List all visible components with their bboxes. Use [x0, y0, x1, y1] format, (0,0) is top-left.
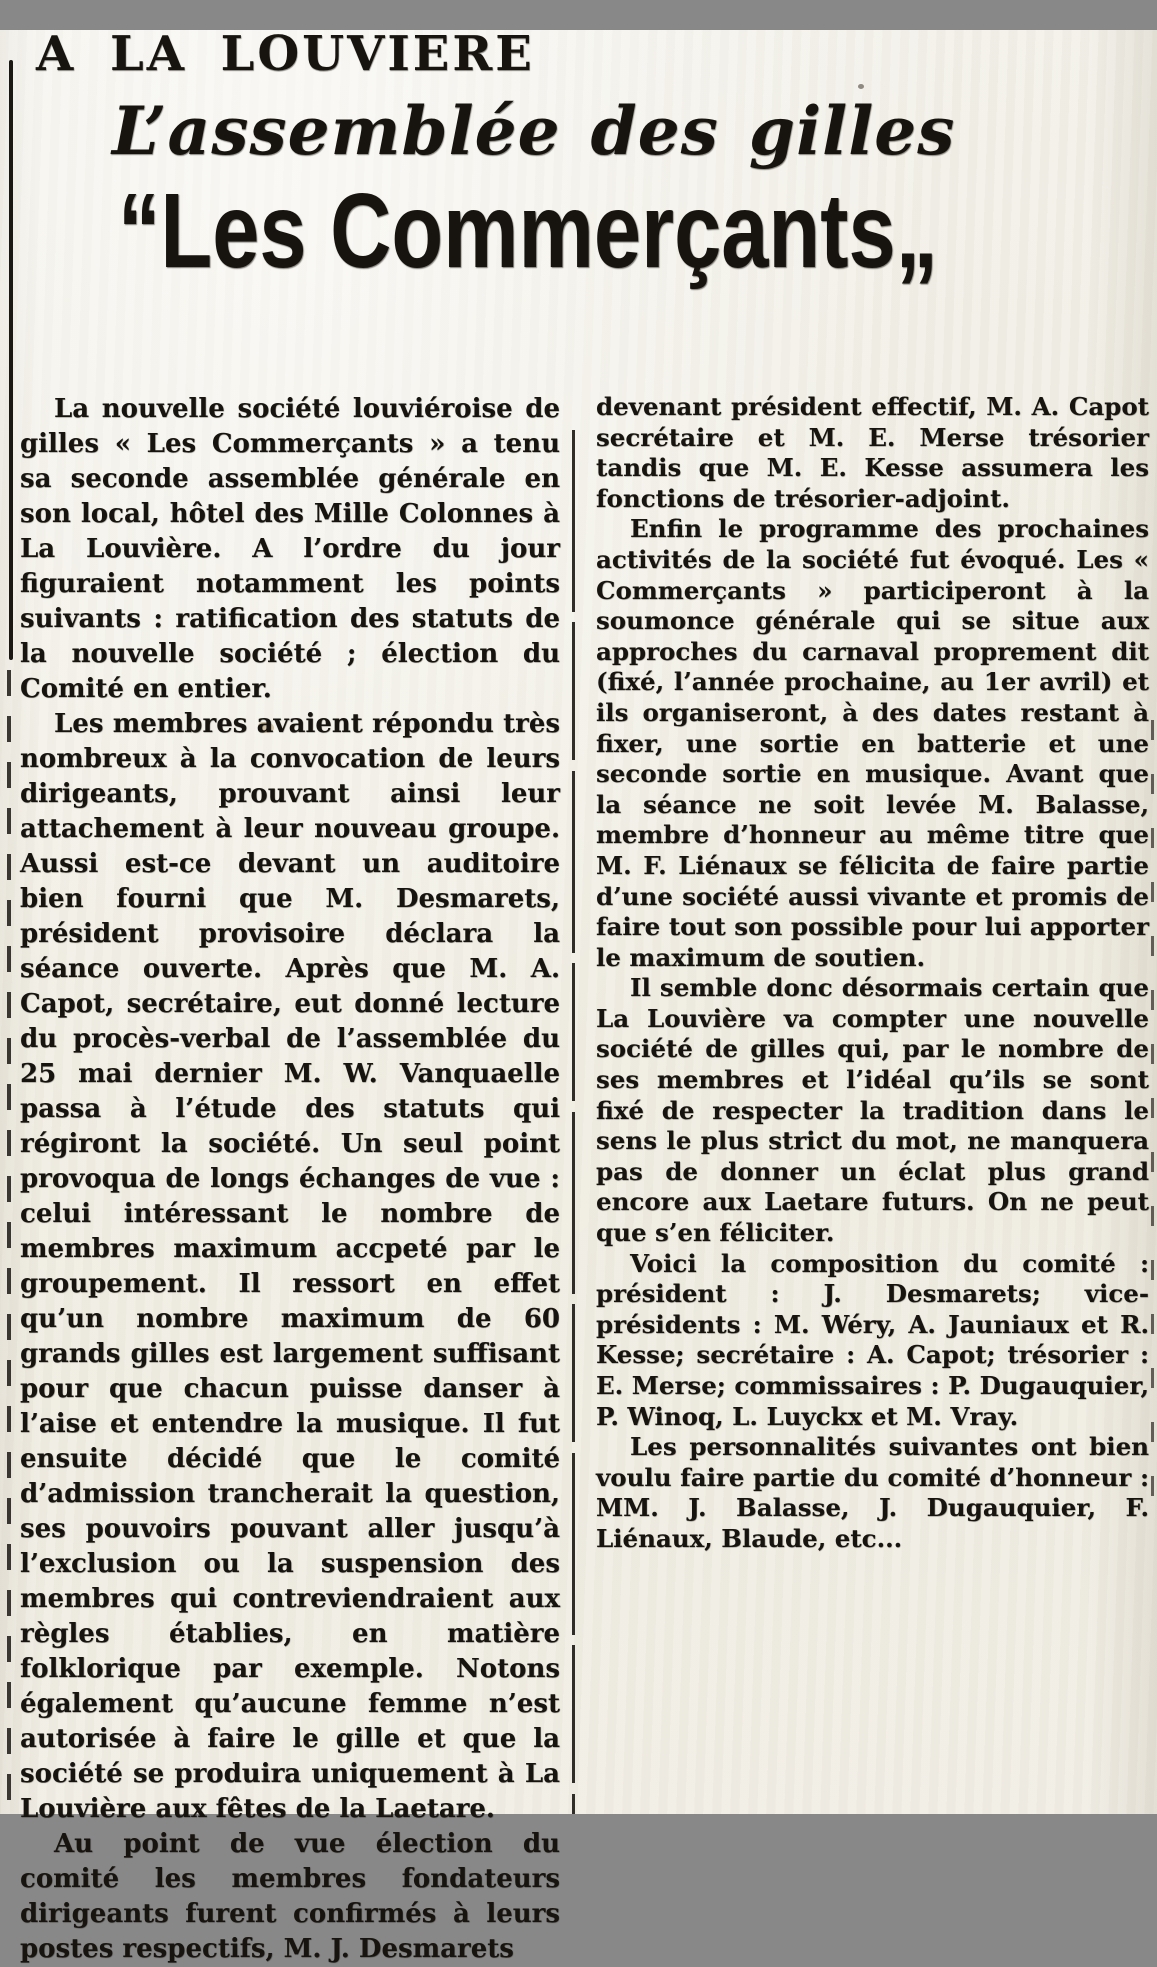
paragraph: Il semble donc désormais certain que La Louvière va compter une nouvelle société de gilles qui, par le nombre de ses membres et l’idéal qu’ils se sont fixé de respecter la tradition dans le sens le plus strict du mot, ne manquera pas de donner un éclat plus grand encore aux Laetare futurs. On ne peut que s’en féliciter.	[596, 973, 1149, 1248]
headline-subtitle: L’assemblée des gilles	[112, 92, 956, 170]
paragraph: devenant président effectif, M. A. Capot secrétaire et M. E. Merse trésorier tandis que M. E. Kesse assumera les fonctions de trésorier-adjoint.	[596, 392, 1149, 513]
article-column-right	[596, 392, 1149, 1814]
left-column-rule	[9, 60, 13, 660]
article-body	[20, 392, 1157, 1964]
kicker: A LA LOUVIERE	[36, 26, 535, 82]
left-column-rule-dashed	[7, 670, 11, 1814]
paragraph: La nouvelle société louviéroise de gilles « Les Commerçants » a tenu sa seconde assemblée générale en son local, hôtel des Mille Colonnes à La Louvière. A l’ordre du jour figuraient notamment les points suivants : ratification des statuts de la nouvelle société ; élection du Comité en entier.	[20, 394, 560, 704]
column-gap	[560, 392, 596, 1814]
headline-title: “Les Commerçants„	[118, 172, 939, 290]
paragraph: Les personnalités suivantes ont bien voulu faire partie du comité d’honneur : MM. J. Balasse, J. Dugauquier, F. Liénaux, Blaude, etc...	[596, 1432, 1149, 1553]
paragraph: Enfin le programme des prochaines activités de la société fut évoqué. Les « Commerçants » participeront à la soumonce générale qui se situe aux approches du carnaval proprement dit (fixé, l’année prochaine, au 1er avril) et ils organiseront, à des dates restant à fixer, une sortie en batterie et une seconde sortie en musique. Avant que la séance ne soit levée M. Balasse, membre d’honneur au même titre que M. F. Liénaux se félicita de faire partie d’une société aussi vivante et promis de faire tout son possible pour lui apporter le maximum de soutien.	[596, 514, 1149, 972]
newspaper-page	[0, 26, 1157, 1964]
article-column-left	[20, 392, 560, 1964]
paragraph: Les membres avaient répondu très nombreux à la convocation de leurs dirigeants, prouvant ainsi leur attachement à leur nouveau groupe. Aussi est-ce devant un auditoire bien fourni que M. Desmarets, président provisoire déclara la séance ouverte. Après que M. A. Capot, secrétaire, eut donné lecture du procès-verbal de l’assemblée du 25 mai dernier M. W. Vanquaelle passa à l’étude des statuts qui régiront la société. Un seul point provoqua de longs échanges de vue : celui intéressant le nombre de membres maximum accpeté par le groupement. Il ressort en effet qu’un nombre maximum de 60 grands gilles est largement suffisant pour que chacun puisse danser à l’aise et entendre la musique. Il fut ensuite décidé que le comité d’admission trancherait la question, ses pouvoirs pouvant aller jusqu’à l’exclusion ou la suspension des membres qui contreviendraient aux règles établies, en matière folklorique par exemple. Notons également qu’aucune femme n’est autorisée à faire le gille et que la société se produira uniquement à La Louvière aux fêtes de la Laetare.	[20, 709, 560, 1824]
paragraph: Voici la composition du comité : président : J. Desmarets; vice-présidents : M. Wéry, A. Jauniaux et R. Kesse; secrétaire : A. Capot; trésorier : E. Merse; commissaires : P. Dugauquier, P. Winoq, L. Luyckx et M. Vray.	[596, 1248, 1149, 1431]
paragraph: Au point de vue élection du comité les membres fondateurs dirigeants furent confirmés à leurs postes respectifs, M. J. Desmarets	[20, 1829, 560, 1964]
scan-speck	[858, 84, 864, 89]
article-header	[0, 26, 1157, 290]
